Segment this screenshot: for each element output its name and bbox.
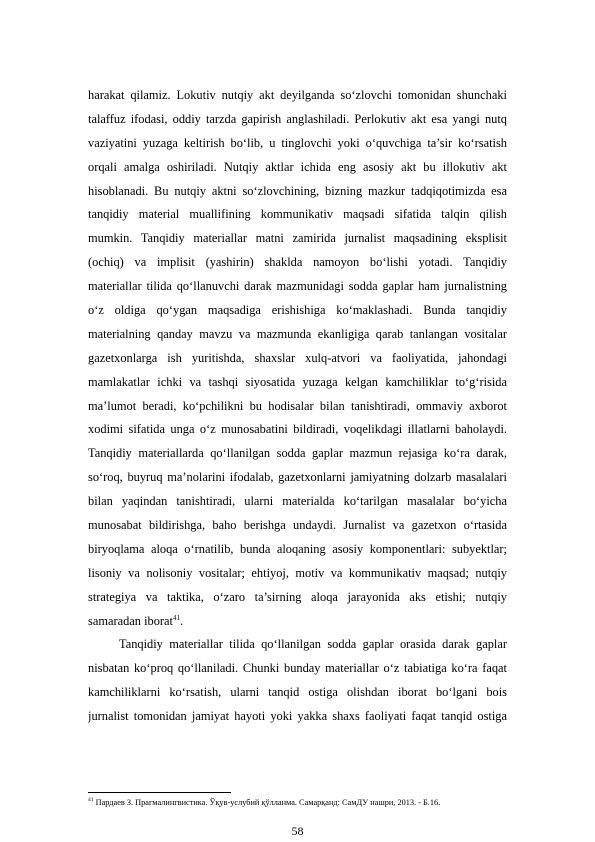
paragraph-end-line: [88, 610, 507, 634]
text-line: jurnalist tomonidan jamiyat hayoti yoki yakka shaxs faoliyati faqat tanqid ostiga: [88, 709, 507, 724]
text-line: gazetxonlarga ish yuritishda, shaxslar xulq-atvori va faoliyatida, jahondagi: [88, 350, 507, 365]
text-line: tanqidiy material muallifining kommunikativ maqsadi sifatida talqin qilish: [88, 207, 507, 222]
text-line: mamlakatlar ichki va tashqi siyosatida yuzaga kelgan kamchiliklar to‘g‘risida: [88, 374, 507, 389]
footnote-number: 41: [88, 797, 94, 804]
text-line: mumkin. Tanqidiy materiallar matni zamirida jurnalist maqsadining eksplisit: [88, 231, 507, 246]
footnote-divider: [88, 792, 231, 793]
text-line: ma’lumot beradi, ko‘pchilikni bu hodisalar bilan tanishtiradi, ommaviy axborot: [88, 398, 507, 413]
footnote-text: Пардаев З. Прагмалингвистика. Ўқув-услубий қўлланма. Самарқанд: СамДУ нашри, 2013. - Б.16.: [93, 798, 441, 807]
paragraph-first-line: Tanqidiy materiallar tilida qo‘llanilgan sodda gaplar orasida darak gaplar: [119, 637, 507, 652]
page-number: 58: [291, 824, 304, 838]
text-line: bilan yaqindan tanishtiradi, ularni materialda ko‘tarilgan masalalar bo‘yicha: [88, 494, 507, 509]
text-line: talaffuz ifodasi, oddiy tarzda gapirish anglashiladi. Perlokutiv akt esa yangi nutq: [88, 111, 507, 126]
text-line: strategiya va taktika, o‘zaro ta’sirning aloqa jarayonida aks etishi; nutqiy: [88, 589, 507, 604]
text-line: hisoblanadi. Bu nutqiy aktni so‘zlovchining, bizning mazkur tadqiqotimizda esa: [88, 183, 507, 198]
text-line: nisbatan ko‘proq qo‘llaniladi. Chunki bunday materiallar o‘z tabiatiga ko‘ra faqat: [88, 661, 507, 676]
text-line: vaziyatini yuzaga keltirish bo‘lib, u tinglovchi yoki o‘quvchiga ta’sir ko‘rsatish: [88, 135, 507, 150]
paragraph-end-period: .: [179, 613, 184, 628]
text-line: orqali amalga oshiriladi. Nutqiy aktlar ichida eng asosiy akt bu illokutiv akt: [88, 159, 507, 174]
text-line: (ochiq) va implisit (yashirin) shaklda namoyon bo‘lishi yotadi. Tanqidiy: [88, 255, 507, 270]
paragraph-end-text: samaradan iborat: [88, 613, 173, 628]
text-line: Tanqidiy materiallarda qo‘llanilgan sodda gaplar mazmun rejasiga ko‘ra darak,: [88, 446, 507, 461]
text-line: biryoqlama aloqa o‘rnatilib, bunda aloqaning asosiy komponentlari: subyektlar;: [88, 541, 507, 556]
text-line: harakat qilamiz. Lokutiv nutqiy akt deyilganda so‘zlovchi tomonidan shunchaki: [88, 88, 507, 102]
text-line: kamchiliklarni ko‘rsatish, ularni tanqid ostiga olishdan iborat bo‘lgani bois: [88, 685, 507, 700]
text-line: lisoniy va nolisoniy vositalar; ehtiyoj, motiv va kommunikativ maqsad; nutqiy: [88, 565, 507, 580]
footnote-reference[interactable]: 41: [172, 613, 180, 622]
text-line: munosabat bildirishga, baho berishga undaydi. Jurnalist va gazetxon o‘rtasida: [88, 518, 507, 533]
text-line: so‘roq, buyruq ma’nolarini ifodalab, gazetxonlarni jamiyatning dolzarb masalalari: [88, 470, 507, 485]
text-line: o‘z oldiga qo‘ygan maqsadiga erishishiga ko‘maklashadi. Bunda tanqidiy: [88, 303, 507, 318]
footnote: [88, 797, 528, 808]
text-line: materialning qanday mavzu va mazmunda ekanligiga qarab tanlangan vositalar: [88, 326, 507, 341]
body-text: [88, 84, 507, 729]
text-line: xodimi sifatida unga o‘z munosabatini bildiradi, voqelikdagi illatlarni baholaydi.: [88, 422, 507, 437]
text-line: materiallar tilida qo‘llanuvchi darak mazmunidagi sodda gaplar ham jurnalistning: [88, 279, 507, 294]
